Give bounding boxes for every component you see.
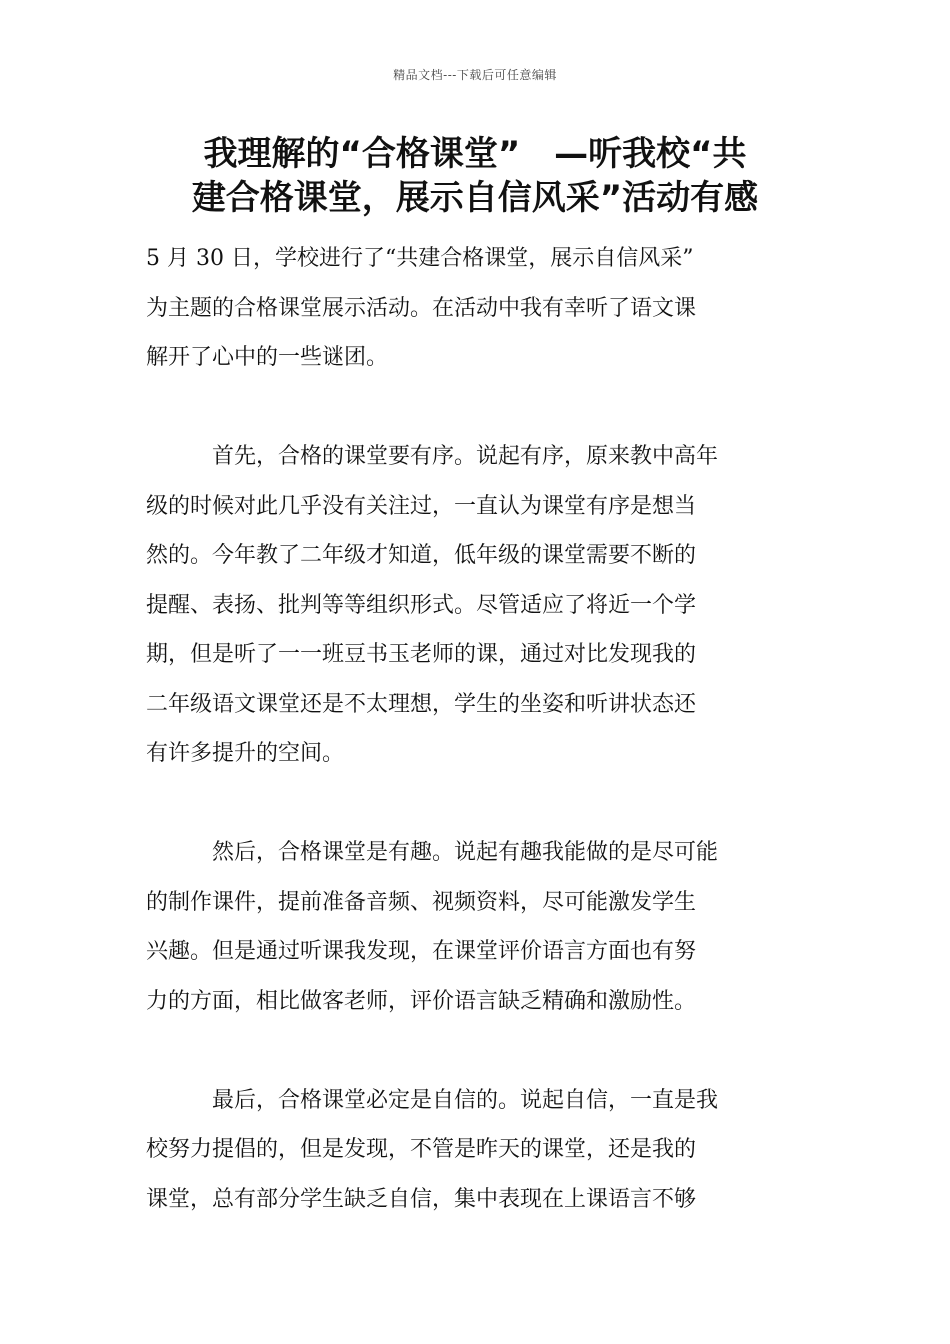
title-line-2: 建合格课堂，展示自信风采”活动有感 — [191, 178, 759, 218]
paragraph-line: 然的。今年教了二年级才知道，低年级的课堂需要不断的 — [146, 543, 697, 568]
paragraph-line: 兴趣。但是通过听课我发现，在课堂评价语言方面也有努 — [146, 939, 697, 964]
paragraph-line: 课堂，总有部分学生缺乏自信，集中表现在上课语言不够 — [146, 1186, 697, 1212]
paragraph-line: 级的时候对此几乎没有关注过，一直认为课堂有序是想当 — [146, 493, 697, 519]
paragraph-line: 校努力提倡的，但是发现，不管是昨天的课堂，还是我的 — [146, 1137, 697, 1162]
paragraph-line: 力的方面，相比做客老师，评价语言缺乏精确和激励性。 — [146, 988, 697, 1014]
paragraph-line: 的制作课件，提前准备音频、视频资料，尽可能激发学生 — [146, 889, 697, 915]
paragraph-4 — [146, 1076, 810, 1225]
paragraph-line: 二年级语文课堂还是不太理想，学生的坐姿和听讲状态还 — [146, 691, 697, 717]
paragraph-line: 有许多提升的空间。 — [146, 741, 345, 766]
paragraph-1 — [146, 234, 810, 383]
header-note: 精品文档---下载后可任意编辑 — [393, 68, 557, 82]
paragraph-line: 期，但是听了一一班豆书玉老师的课，通过对比发现我的 — [146, 642, 697, 667]
paragraph-3 — [146, 828, 810, 1026]
paragraph-line: 最后，合格课堂必定是自信的。说起自信，一直是我 — [212, 1087, 719, 1113]
paragraph-2 — [146, 432, 810, 779]
document-body — [146, 234, 810, 1224]
title-line-1: 我理解的“合格课堂” —听我校“共 — [203, 134, 747, 174]
paragraph-line: 为主题的合格课堂展示活动。在活动中我有幸听了语文课 — [146, 295, 697, 321]
paragraph-line: 解开了心中的一些谜团。 — [146, 345, 389, 370]
paragraph-line: 然后，合格课堂是有趣。说起有趣我能做的是尽可能 — [212, 840, 719, 865]
paragraph-line: 提醒、表扬、批判等等组织形式。尽管适应了将近一个学 — [146, 592, 697, 618]
paragraph-line: 首先，合格的课堂要有序。说起有序，原来教中高年 — [212, 444, 719, 469]
document-title — [120, 132, 830, 220]
paragraph-line: 5 月 30 日，学校进行了“共建合格课堂，展示自信风采” — [146, 246, 694, 271]
